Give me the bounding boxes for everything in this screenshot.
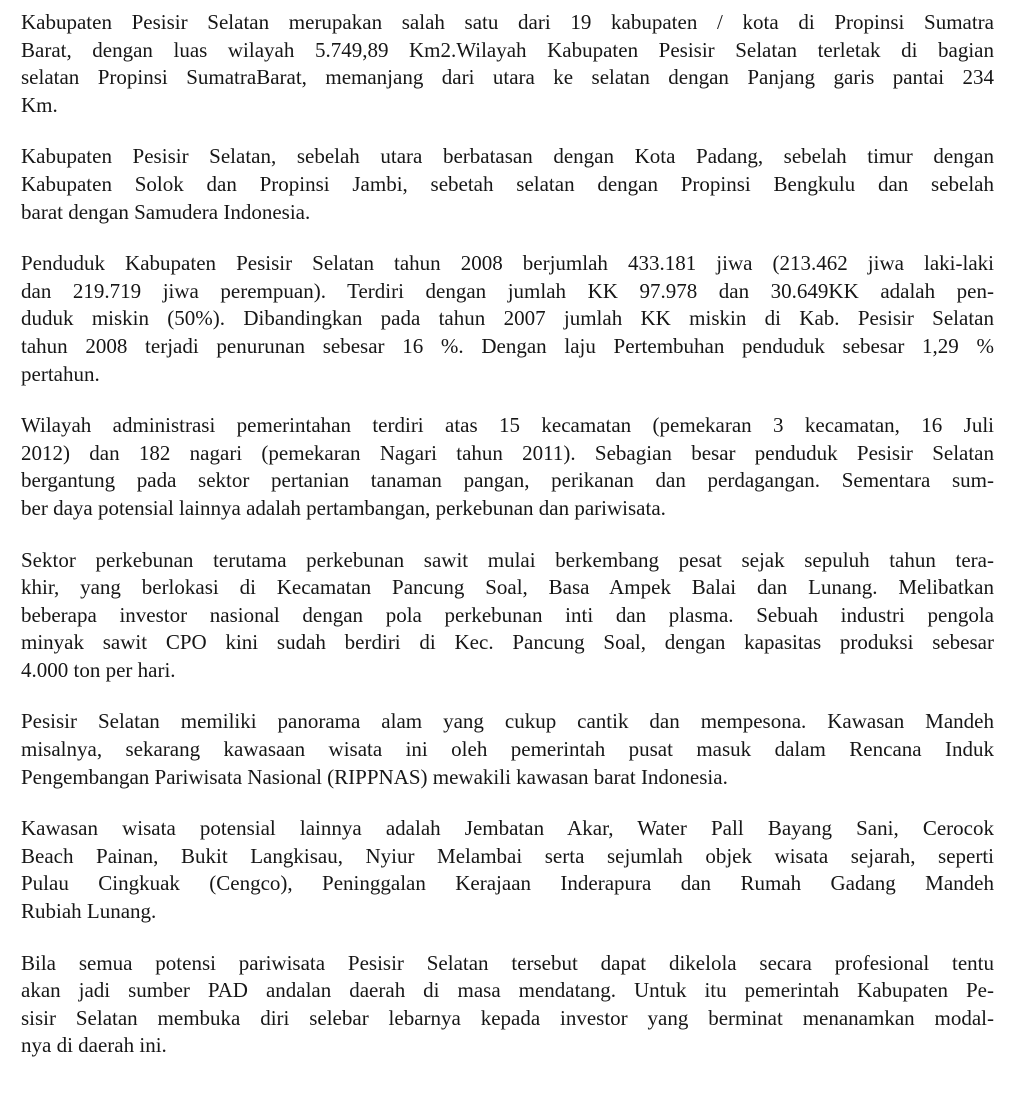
text-line: duduk miskin (50%). Dibandingkan pada tahun 2007 jumlah KK miskin di Kab. Pesisir Selatan [21, 306, 994, 331]
text-line: beberapa investor nasional dengan pola perkebunan inti dan plasma. Sebuah industri pengola [21, 602, 994, 627]
paragraph [21, 412, 994, 522]
text-line: selatan Propinsi SumatraBarat, memanjang dari utara ke selatan dengan Panjang garis pantai 234 [21, 65, 994, 90]
text-line: Pengembangan Pariwisata Nasional (RIPPNAS) mewakili kawasan barat Indonesia. [21, 764, 728, 789]
text-line: nya di daerah ini. [21, 1033, 167, 1058]
paragraph [21, 815, 994, 925]
text-line: pertahun. [21, 361, 100, 386]
text-line: Kabupaten Pesisir Selatan, sebelah utara berbatasan dengan Kota Padang, sebelah timur dengan [21, 144, 994, 169]
paragraph [21, 143, 994, 226]
text-line: Rubiah Lunang. [21, 899, 157, 924]
paragraph [21, 250, 994, 388]
text-line: sisir Selatan membuka diri selebar lebarnya kepada investor yang berminat menanamkan modal- [21, 1005, 994, 1030]
text-line: dan 219.719 jiwa perempuan). Terdiri dengan jumlah KK 97.978 dan 30.649KK adalah pen- [21, 278, 994, 303]
text-line: 4.000 ton per hari. [21, 657, 176, 682]
paragraph [21, 708, 994, 791]
text-line: Sektor perkebunan terutama perkebunan sawit mulai berkembang pesat sejak sepuluh tahun tera- [21, 547, 994, 572]
text-line: tahun 2008 terjadi penurunan sebesar 16 %. Dengan laju Pertembuhan penduduk sebesar 1,29 % [21, 333, 994, 358]
text-line: misalnya, sekarang kawasaan wisata ini oleh pemerintah pusat masuk dalam Rencana Induk [21, 737, 994, 762]
text-line: minyak sawit CPO kini sudah berdiri di Kec. Pancung Soal, dengan kapasitas produksi sebesar [21, 630, 994, 655]
text-line: Penduduk Kabupaten Pesisir Selatan tahun 2008 berjumlah 433.181 jiwa (213.462 jiwa laki-laki [21, 251, 994, 276]
text-line: Kabupaten Pesisir Selatan merupakan salah satu dari 19 kabupaten / kota di Propinsi Sumatra [21, 10, 994, 34]
paragraph [21, 950, 994, 1060]
text-line: Kawasan wisata potensial lainnya adalah Jembatan Akar, Water Pall Bayang Sani, Cerocok [21, 816, 994, 841]
paragraph [21, 547, 994, 685]
document-body [21, 9, 994, 1060]
text-line: barat dengan Samudera Indonesia. [21, 199, 311, 224]
text-line: Pulau Cingkuak (Cengco), Peninggalan Kerajaan Inderapura dan Rumah Gadang Mandeh [21, 871, 994, 896]
text-line: akan jadi sumber PAD andalan daerah di masa mendatang. Untuk itu pemerintah Kabupaten Pe- [21, 978, 994, 1003]
text-line: Pesisir Selatan memiliki panorama alam yang cukup cantik dan mempesona. Kawasan Mandeh [21, 709, 994, 734]
text-line: Bila semua potensi pariwisata Pesisir Selatan tersebut dapat dikelola secara profesional tentu [21, 950, 994, 975]
text-line: bergantung pada sektor pertanian tanaman pangan, perikanan dan perdagangan. Sementara sum- [21, 468, 994, 493]
paragraph [21, 9, 994, 119]
text-line: ber daya potensial lainnya adalah pertambangan, perkebunan dan pariwisata. [21, 495, 666, 520]
text-line: Beach Painan, Bukit Langkisau, Nyiur Melambai serta sejumlah objek wisata sejarah, seperti [21, 843, 994, 868]
text-line: Wilayah administrasi pemerintahan terdiri atas 15 kecamatan (pemekaran 3 kecamatan, 16 Juli [21, 413, 994, 438]
text-line: Barat, dengan luas wilayah 5.749,89 Km2.Wilayah Kabupaten Pesisir Selatan terletak di bagian [21, 37, 994, 62]
text-line: Kabupaten Solok dan Propinsi Jambi, sebetah selatan dengan Propinsi Bengkulu dan sebelah [21, 171, 994, 196]
text-line: 2012) dan 182 nagari (pemekaran Nagari tahun 2011). Sebagian besar penduduk Pesisir Selatan [21, 440, 994, 465]
text-line: khir, yang berlokasi di Kecamatan Pancung Soal, Basa Ampek Balai dan Lunang. Melibatkan [21, 575, 994, 600]
text-line: Km. [21, 92, 58, 117]
